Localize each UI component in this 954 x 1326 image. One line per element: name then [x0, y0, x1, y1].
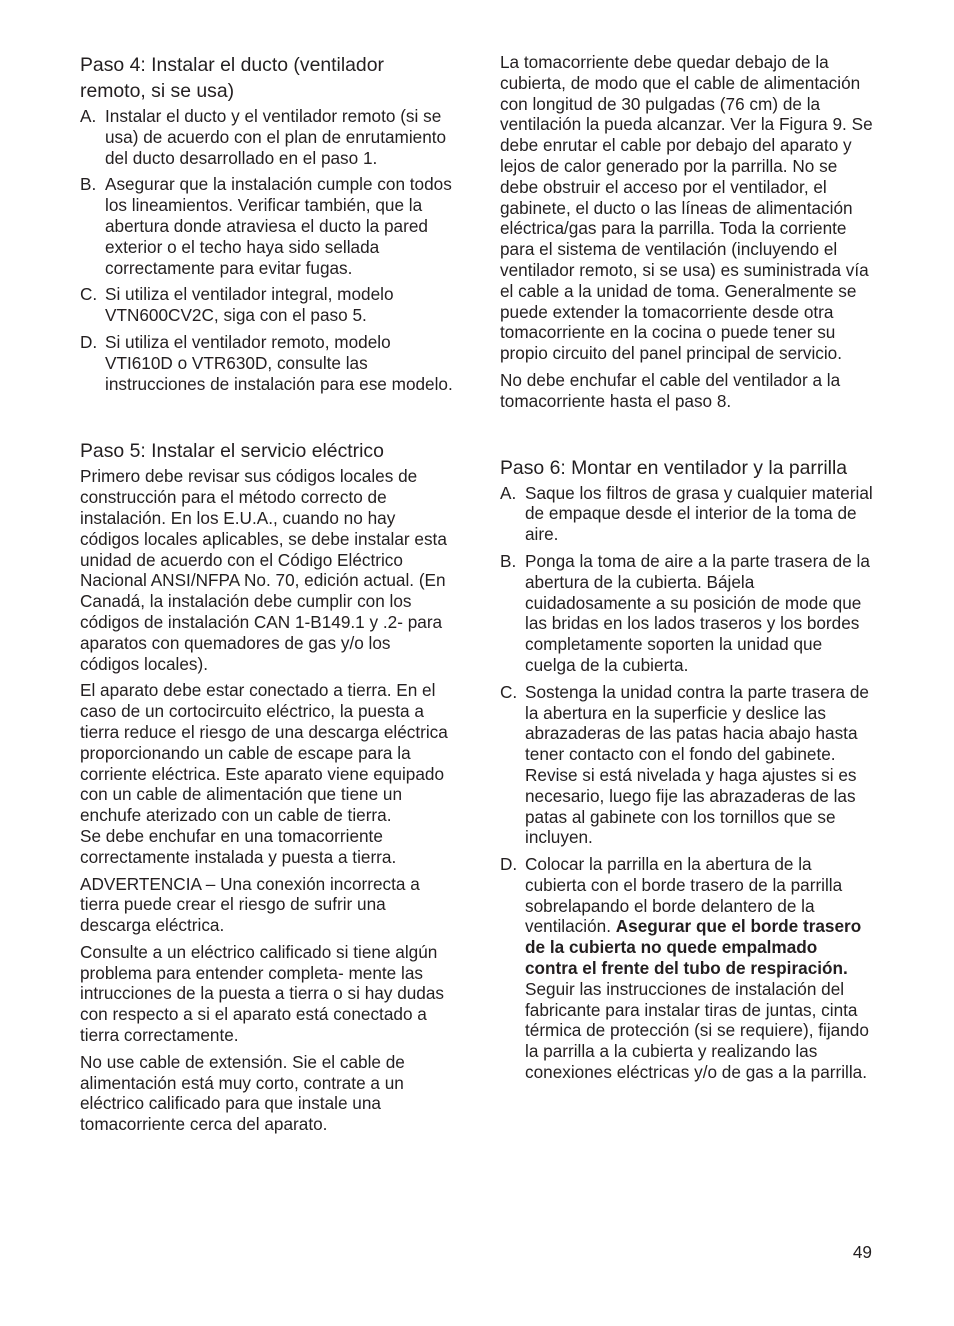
list-text: Ponga la toma de aire a la parte trasera de la abertura de la cubierta. Bájela cuidadosamente a su posición de mode que las bridas en los lados traseros y los bordes completamente soporten la unidad que cuelga de la cubierta. [525, 550, 870, 675]
list-marker: A. [80, 106, 97, 126]
step5-paragraph: Se debe enchufar en una tomacorriente correctamente instalada y puesta a tierra. [80, 825, 397, 867]
step5-paragraph: No debe enchufar el cable del ventilador a la tomacorriente hasta el paso 8. [500, 369, 841, 411]
list-marker: C. [80, 284, 98, 305]
list-marker: B. [500, 550, 517, 571]
warning-paragraph: ADVERTENCIA – Una conexión incorrecta a tierra puede crear el riesgo de sufrir una descarga eléctrica. [80, 873, 420, 936]
list-text-part: Seguir las instrucciones de instalación del fabricante para instalar tiras de juntas, cinta térmica de protección (si se requiere), fijando la parrilla a la cubierta y realizando las conexiones eléctricas y/o de gas a la parrilla. [525, 978, 869, 1083]
step5-paragraph: El aparato debe estar conectado a tierra. En el caso de un cortocircuito eléctrico, la puesta a tierra reduce el riesgo de una descarga eléctrica proporcionando un cable de escape para la corriente eléctrica. Este aparato viene equipado con un cable de alimentación que tiene un enchufe aterizado con un cable de tierra. [80, 680, 448, 826]
list-item [500, 483, 874, 545]
list-text: Asegurar que la instalación cumple con todos los lineamientos. Verificar también, que la abertura donde atraviesa el ducto la pared exterior o el techo haya sido sellada correctamente para evitar fugas. [105, 174, 452, 278]
list-item [500, 682, 874, 848]
list-marker: D. [500, 854, 518, 875]
page-number: 49 [852, 1242, 872, 1262]
list-item [80, 284, 454, 326]
list-item [80, 106, 454, 168]
list-text: Si utiliza el ventilador integral, modelo VTN600CV2C, siga con el paso 5. [105, 284, 394, 326]
list-text: Sostenga la unidad contra la parte trasera de la abertura en la superficie y deslice las abrazaderas de las patas hacia abajo hasta tener contacto con el fondo del gabinete. Revise si está nivelada y haga ajustes si es necesario, luego fije las abrazaderas de las patas al gabinete con los tornillos que se incluyen. [525, 681, 869, 848]
step5-paragraph: Consulte a un eléctrico calificado si tiene algún problema para entender completa- mente las intrucciones de la puesta a tierra o si hay dudas con respecto a si el aparato está conectado a tierra correctamente. [80, 941, 445, 1046]
list-marker: B. [80, 174, 97, 195]
list-text-part: Colocar la parrilla en la abertura de la cubierta con el borde trasero de la parrilla sobrelapando el borde delantero de la ventilación. [525, 854, 843, 937]
step5-heading: Paso 5: Instalar el servicio eléctrico [80, 440, 384, 463]
left-column [80, 52, 454, 1141]
list-item [80, 332, 454, 394]
step5-paragraph: Primero debe revisar sus códigos locales de construcción para el método correcto de instalación. En los E.U.A., cuando no hay códigos locales aplicables, se debe instalar esta unidad de acuerdo con el Código Eléctrico Nacional ANSI/NFPA No. 70, edición actual. (En Canadá, la instalación debe cumplir con los códigos de instalación CAN 1-B149.1 y .2- para aparatos con quemadores de gas y/o los códigos locales). [80, 466, 447, 674]
list-text [525, 854, 874, 1083]
list-item [80, 174, 454, 278]
step6-heading: Paso 6: Montar en ventilador y la parrilla [500, 456, 848, 479]
list-marker: D. [80, 331, 98, 352]
list-text: Si utiliza el ventilador remoto, modelo VTI610D o VTR630D, consulte las instrucciones de instalación para ese modelo. [105, 331, 453, 394]
step4-heading: Paso 4: Instalar el ducto (ventilador remoto, si se usa) [80, 54, 384, 102]
list-text: Saque los filtros de grasa y cualquier material de empaque desde el interior de la toma de aire. [525, 482, 873, 545]
list-item [500, 854, 874, 1083]
list-marker: A. [500, 482, 517, 503]
list-marker: C. [500, 681, 518, 702]
list-item [500, 551, 874, 676]
list-text: Instalar el ducto y el ventilador remoto (si se usa) de acuerdo con el plan de enrutamiento del ducto desarrollado en el paso 1. [105, 106, 447, 168]
step5-paragraph: La tomacorriente debe quedar debajo de la cubierta, de modo que el cable de alimentación con longitud de 30 pulgadas (76 cm) de la ventilación la pueda alcanzar. Ver la Figura 9. Se debe enrutar el cable por debajo del aparato y lejos de calor generado por la parrilla. No se debe obstruir el acceso por el ventilador, el gabinete, el ducto o las líneas de alimentación eléctrica/gas para la parrilla. Toda la corriente para el sistema de ventilación (incluyendo el ventilador remoto, si se usa) es suministrada vía el cable a la unidad de toma. Generalmente se puede extender la tomacorriente desde otra tomacorriente en la cocina o puede tener su propio circuito del panel principal de servicio. [500, 52, 873, 364]
right-column [500, 52, 874, 1089]
step5-paragraph: No use cable de extensión. Sie el cable de alimentación está muy corto, contrate a un eléctrico calificado para que instale una tomacorriente cerca del aparato. [80, 1051, 405, 1135]
bold-emphasis: Asegurar que el borde trasero de la cubierta no quede empalmado contra el frente del tubo de respiración. [525, 916, 862, 979]
